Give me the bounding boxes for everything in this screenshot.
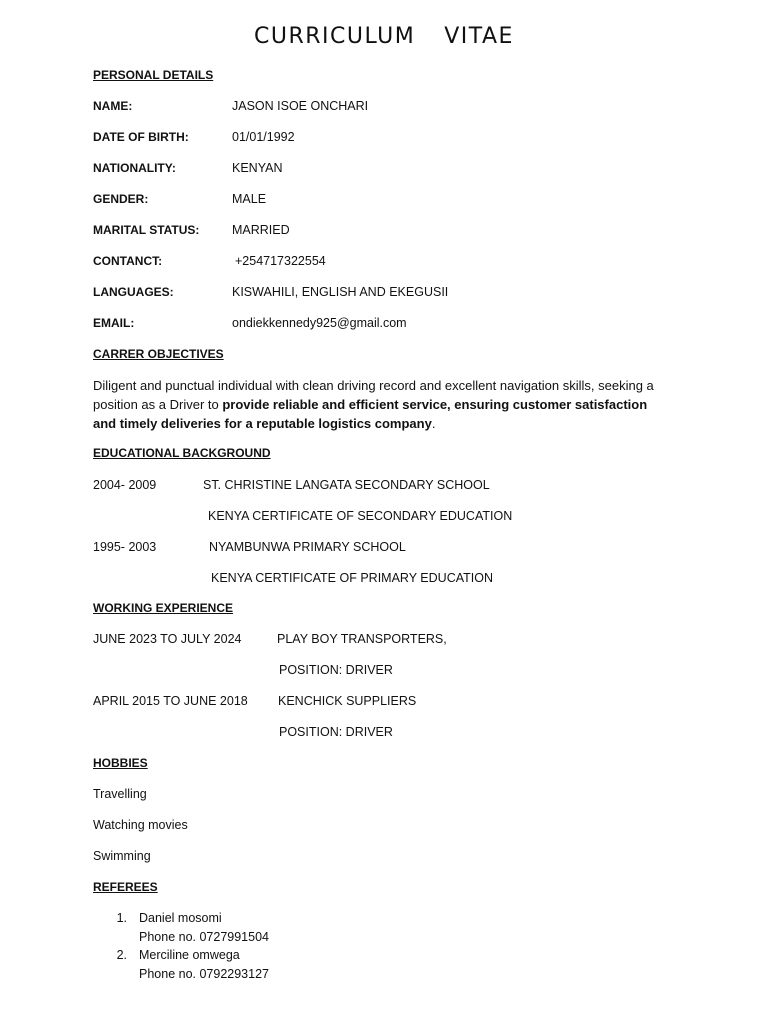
objectives-end-text: . bbox=[431, 416, 436, 431]
education-years-1: 2004- 2009 bbox=[93, 478, 157, 492]
education-certificate-1: KENYA CERTIFICATE OF SECONDARY EDUCATION bbox=[208, 509, 513, 523]
contact-value: +254717322554 bbox=[235, 254, 326, 268]
objectives-plain-text: Diligent and punctual individual with clean driving record and excellent navigation skills, seeking a position as a Driver to bbox=[93, 378, 654, 412]
contact-label: CONTANCT: bbox=[93, 254, 163, 268]
document-title: CURRICULUM VITAE bbox=[254, 24, 514, 49]
experience-company-1: PLAY BOY TRANSPORTERS, bbox=[277, 632, 447, 646]
referee-number: 1. bbox=[116, 911, 127, 925]
experience-company-2: KENCHICK SUPPLIERS bbox=[278, 694, 417, 708]
languages-label: LANGUAGES: bbox=[93, 285, 174, 299]
dob-label: DATE OF BIRTH: bbox=[93, 130, 189, 144]
marital-status-value: MARRIED bbox=[232, 223, 290, 237]
education-years-2: 1995- 2003 bbox=[93, 540, 157, 554]
marital-status-label: MARITAL STATUS: bbox=[93, 223, 200, 237]
personal-details-heading: PERSONAL DETAILS bbox=[93, 68, 214, 82]
dob-value: 01/01/1992 bbox=[232, 130, 295, 144]
experience-position-2: POSITION: DRIVER bbox=[279, 725, 393, 739]
experience-period-1: JUNE 2023 TO JULY 2024 bbox=[93, 632, 242, 646]
hobby-item: Watching movies bbox=[93, 818, 188, 832]
referee-name: Daniel mosomi bbox=[139, 911, 222, 925]
education-certificate-2: KENYA CERTIFICATE OF PRIMARY EDUCATION bbox=[211, 571, 493, 585]
email-label: EMAIL: bbox=[93, 316, 135, 330]
name-label: NAME: bbox=[93, 99, 133, 113]
gender-value: MALE bbox=[232, 192, 267, 206]
referee-name: Merciline omwega bbox=[139, 948, 240, 962]
email-value: ondiekkennedy925@gmail.com bbox=[232, 316, 407, 330]
career-objectives-text bbox=[93, 376, 668, 433]
referee-number: 2. bbox=[116, 948, 127, 962]
languages-value: KISWAHILI, ENGLISH AND EKEGUSII bbox=[232, 285, 449, 299]
education-heading: EDUCATIONAL BACKGROUND bbox=[93, 446, 271, 460]
experience-heading: WORKING EXPERIENCE bbox=[93, 601, 234, 615]
nationality-label: NATIONALITY: bbox=[93, 161, 176, 175]
nationality-value: KENYAN bbox=[232, 161, 283, 175]
career-objectives-heading: CARRER OBJECTIVES bbox=[93, 347, 224, 361]
gender-label: GENDER: bbox=[93, 192, 149, 206]
hobbies-heading: HOBBIES bbox=[93, 756, 148, 770]
experience-position-1: POSITION: DRIVER bbox=[279, 663, 393, 677]
hobby-item: Travelling bbox=[93, 787, 147, 801]
experience-period-2: APRIL 2015 TO JUNE 2018 bbox=[93, 694, 248, 708]
referees-heading: REFEREES bbox=[93, 880, 158, 894]
referee-phone: Phone no. 0727991504 bbox=[139, 930, 269, 944]
education-school-2: NYAMBUNWA PRIMARY SCHOOL bbox=[209, 540, 406, 554]
referee-phone: Phone no. 0792293127 bbox=[139, 967, 269, 981]
name-value: JASON ISOE ONCHARI bbox=[232, 99, 369, 113]
hobby-item: Swimming bbox=[93, 849, 151, 863]
education-school-1: ST. CHRISTINE LANGATA SECONDARY SCHOOL bbox=[203, 478, 490, 492]
objectives-bold-text: provide reliable and efficient service, ensuring customer satisfaction and timely deliveries for a reputable logistics company bbox=[93, 397, 648, 431]
